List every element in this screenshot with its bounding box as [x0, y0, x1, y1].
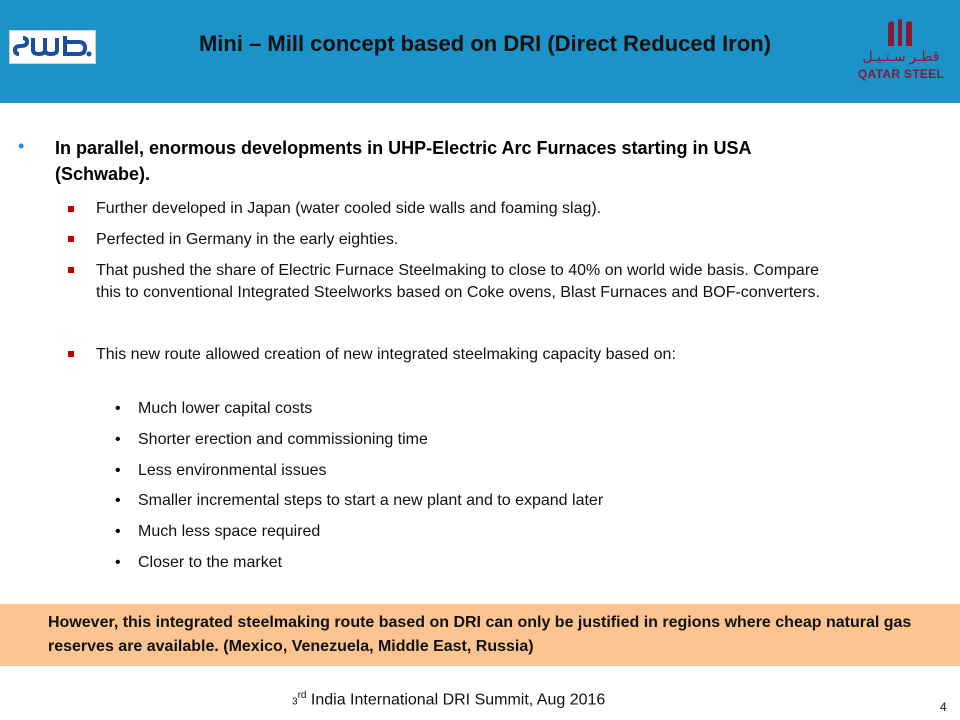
list-item: Much less space required — [138, 523, 321, 540]
list-item: Closer to the market — [138, 554, 283, 571]
qatar-steel-arabic-text: قطـر سـتـيـل — [862, 48, 940, 64]
company-logo-left — [9, 30, 96, 64]
bullet-marker: • — [115, 523, 121, 540]
square-bullet-icon — [68, 236, 74, 242]
swb-logo-icon — [13, 34, 93, 60]
main-bullet: In parallel, enormous developments in UHP-Electric Arc Furnaces starting in USA (Schwabe). — [55, 138, 751, 184]
sub-bullet: That pushed the share of Electric Furnace Steelmaking to close to 40% on world wide basis. Compare this to conventional Integrated Steelworks based on Coke ovens, Blast Furnaces and BOF-converters. — [96, 262, 820, 301]
qatar-steel-logo — [846, 18, 956, 88]
sub-bullet: Perfected in Germany in the early eighties. — [96, 231, 399, 248]
list-item: Smaller incremental steps to start a new plant and to expand later — [138, 492, 604, 509]
bullet-marker: • — [115, 400, 121, 417]
page-number: 4 — [940, 700, 947, 714]
qatar-steel-english-text: QATAR STEEL — [857, 67, 945, 81]
footer-event: India International DRI Summit, Aug 2016 — [306, 691, 606, 709]
bullet-marker: • — [115, 554, 121, 571]
slide-title: Mini – Mill concept based on DRI (Direct Reduced Iron) — [198, 31, 772, 56]
bullet-marker: • — [18, 136, 25, 156]
bullet-marker: • — [115, 462, 121, 479]
square-bullet-icon — [68, 267, 74, 273]
footer-superscript: rd — [297, 690, 307, 701]
square-bullet-icon — [68, 206, 74, 212]
list-item: Much lower capital costs — [138, 400, 313, 417]
bullet-marker: • — [115, 431, 121, 448]
bullet-marker: • — [115, 492, 121, 509]
qatar-steel-emblem-icon — [884, 18, 918, 48]
callout-text: However, this integrated steelmaking route based on DRI can only be justified in regions where cheap natural gas reserves are available. (Mexico, Venezuela, Middle East, Russia) — [48, 614, 912, 655]
list-item: Shorter erection and commissioning time — [138, 431, 428, 448]
header-bar — [0, 0, 960, 103]
sub-bullet: Further developed in Japan (water cooled side walls and foaming slag). — [96, 200, 602, 217]
footer-text — [292, 690, 605, 709]
sub-bullet: This new route allowed creation of new integrated steelmaking capacity based on: — [96, 346, 676, 363]
footer-prefix: 3 — [292, 696, 298, 708]
list-item: Less environmental issues — [138, 462, 327, 479]
square-bullet-icon — [68, 351, 74, 357]
